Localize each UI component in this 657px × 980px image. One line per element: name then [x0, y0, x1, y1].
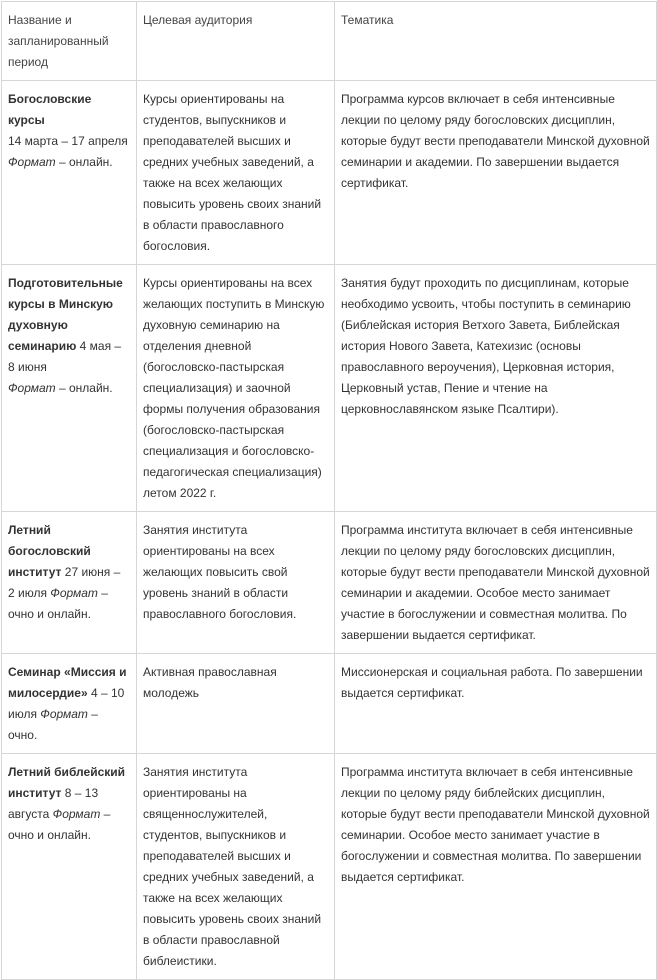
course-title: Летний богословский институт	[8, 523, 91, 579]
format-value: – онлайн.	[55, 381, 113, 395]
table-row	[2, 512, 657, 654]
format-value: – очно и онлайн.	[8, 807, 111, 842]
format-label: Формат	[8, 155, 56, 169]
courses-table	[1, 1, 657, 980]
course-title: Богословские курсы	[8, 92, 92, 127]
table-header-row	[2, 2, 657, 81]
course-title: Семинар «Миссия и милосердие»	[8, 665, 127, 700]
course-name-cell	[2, 265, 137, 512]
topic-cell: Занятия будут проходить по дисциплинам, которые необходимо усвоить, чтобы поступить в семинарию (Библейская история Ветхого Завета, Библейская история Нового Завета, Катехизис (основы православного вероучения), Церковная история, Церковный устав, Пение и чтение на церковнославянском языке Псалтири).	[335, 265, 657, 512]
course-name-cell	[2, 754, 137, 980]
course-name-cell	[2, 654, 137, 754]
table-row	[2, 81, 657, 265]
course-name-cell	[2, 81, 137, 265]
audience-cell: Занятия института ориентированы на всех желающих повысить свой уровень знаний в области православного богословия.	[137, 512, 335, 654]
format-label: Формат	[40, 707, 88, 721]
course-period: 4 мая – 8 июня	[8, 339, 122, 374]
format-value: – очно.	[8, 707, 98, 742]
course-title: Подготовительные курсы в Минскую духовную семинарию	[8, 276, 123, 353]
format-label: Формат	[50, 586, 98, 600]
header-topic: Тематика	[335, 2, 657, 81]
audience-cell: Курсы ориентированы на всех желающих поступить в Минскую духовную семинарию на отделения дневной (богословско-пастырская специализация) и заочной формы получения образования (богословско-пастырская специализация и богословско-педагогическая специализация) летом 2022 г.	[137, 265, 335, 512]
audience-cell: Курсы ориентированы на студентов, выпускников и преподавателей высших и средних учебных заведений, а также на всех желающих повысить уровень своих знаний в области православного богословия.	[137, 81, 335, 265]
header-name-period: Название и запланированный период	[2, 2, 137, 81]
topic-cell: Миссионерская и социальная работа. По завершении выдается сертификат.	[335, 654, 657, 754]
format-value: – онлайн.	[55, 155, 113, 169]
audience-cell: Активная православная молодежь	[137, 654, 335, 754]
topic-cell: Программа курсов включает в себя интенсивные лекции по целому ряду богословских дисциплин, которые будут вести преподаватели Минской духовной семинарии и академии. По завершении выдается сертификат.	[335, 81, 657, 265]
topic-cell: Программа института включает в себя интенсивные лекции по целому ряду библейских дисциплин, которые будут вести преподаватели Минской духовной семинарии. Особое место занимает участие в богослужении и совместная молитва. По завершении выдается сертификат.	[335, 754, 657, 980]
table-row	[2, 654, 657, 754]
format-label: Формат	[8, 381, 56, 395]
course-period: 4 – 10 июля	[8, 686, 125, 721]
course-period: 14 марта – 17 апреля	[8, 134, 128, 148]
format-value: – очно и онлайн.	[8, 586, 108, 621]
table-row	[2, 265, 657, 512]
course-period: 8 – 13 августа	[8, 786, 99, 821]
course-title: Летний библейский институт	[8, 765, 125, 800]
table-row	[2, 754, 657, 980]
format-label: Формат	[52, 807, 101, 821]
header-audience: Целевая аудитория	[137, 2, 335, 81]
course-name-cell	[2, 512, 137, 654]
topic-cell: Программа института включает в себя интенсивные лекции по целому ряду богословских дисциплин, которые будут вести преподаватели Минской духовной семинарии и академии. Особое место занимает участие в богослужении и совместная молитва. По завершении выдается сертификат.	[335, 512, 657, 654]
course-period: 27 июня – 2 июля	[8, 565, 121, 600]
audience-cell: Занятия института ориентированы на священнослужителей, студентов, выпускников и преподавателей высших и средних учебных заведений, а также на всех желающих повысить уровень своих знаний в области православной библеистики.	[137, 754, 335, 980]
